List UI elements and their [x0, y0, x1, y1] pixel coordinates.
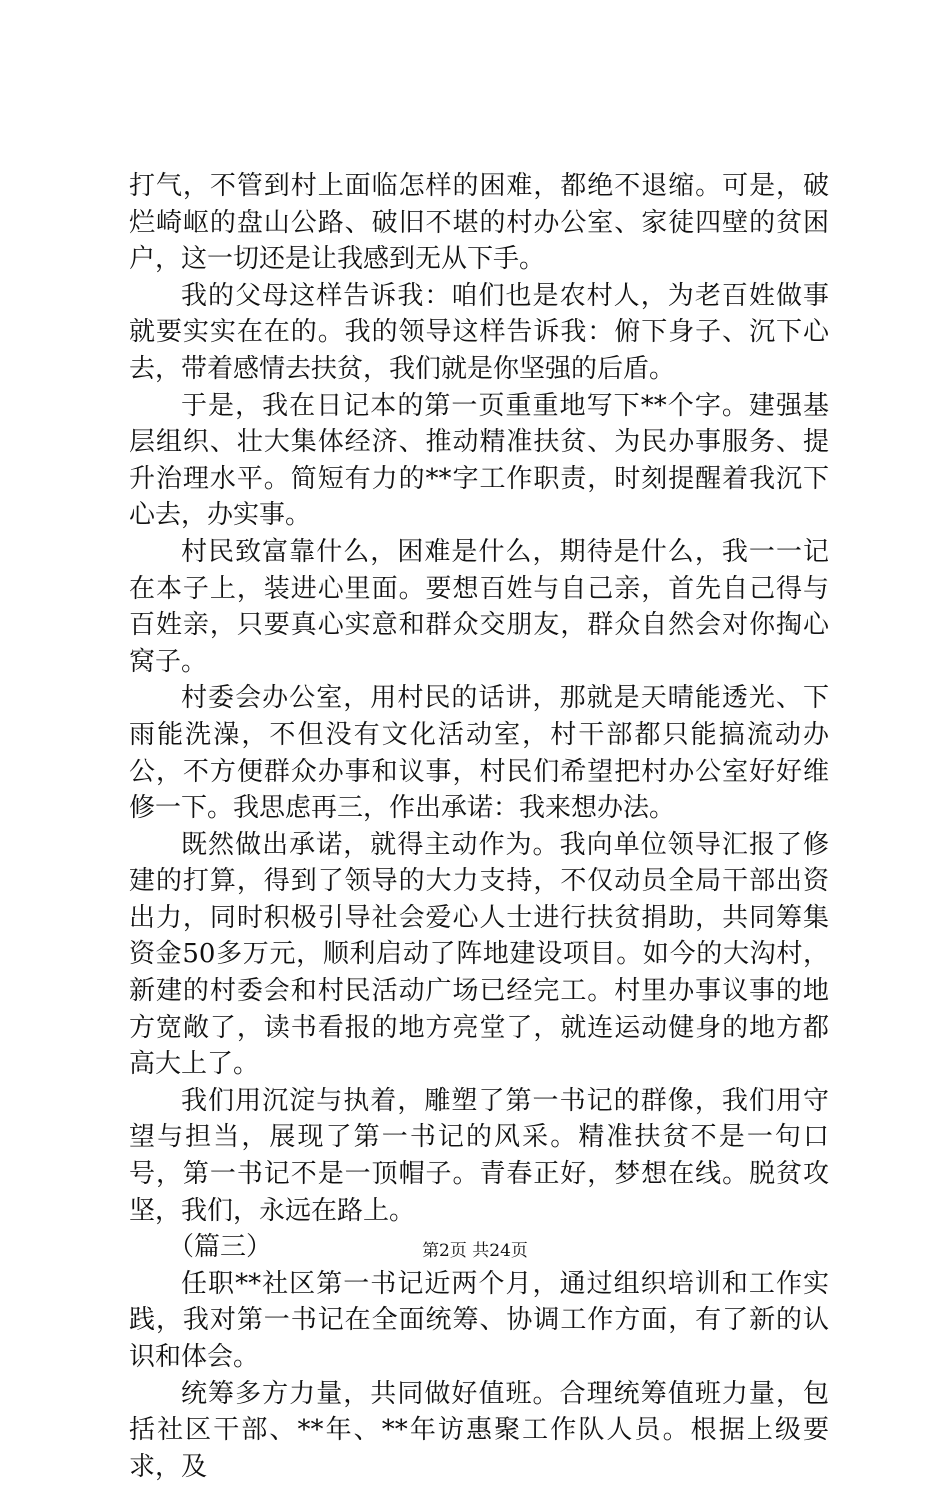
page-number: 第2页 共24页 — [422, 1241, 528, 1261]
document-body — [129, 168, 829, 1485]
paragraph: 我们用沉淀与执着，雕塑了第一书记的群像，我们用守望与担当，展现了第一书记的风采。精准扶贫不是一句口号，第一书记不是一顶帽子。青春正好，梦想在线。脱贫攻坚，我们，永远在路上。 — [129, 1085, 829, 1226]
paragraph: 于是，我在日记本的第一页重重地写下**个字。建强基层组织、壮大集体经济、推动精准扶贫、为民办事服务、提升治理水平。简短有力的**字工作职责，时刻提醒着我沉下心去，办实事。 — [129, 390, 829, 531]
paragraph-continuation: 打气，不管到村上面临怎样的困难，都绝不退缩。可是，破烂崎岖的盘山公路、破旧不堪的村办公室、家徒四壁的贫困户，这一切还是让我感到无从下手。 — [129, 171, 829, 275]
paragraph: 任职**社区第一书记近两个月，通过组织培训和工作实践，我对第一书记在全面统筹、协调工作方面，有了新的认识和体会。 — [129, 1268, 829, 1372]
paragraph: 村民致富靠什么，困难是什么，期待是什么，我一一记在本子上，装进心里面。要想百姓与自己亲，首先自己得与百姓亲，只要真心实意和群众交朋友，群众自然会对你掏心窝子。 — [129, 536, 829, 677]
page-footer — [0, 1240, 950, 1262]
paragraph: 既然做出承诺，就得主动作为。我向单位领导汇报了修建的打算，得到了领导的大力支持，不仅动员全局干部出资出力，同时积极引导社会爱心人士进行扶贫捐助，共同筹集资金50多万元，顺利启动了阵地建设项目。如今的大沟村，新建的村委会和村民活动广场已经完工。村里办事议事的地方宽敞了，读书看报的地方亮堂了，就连运动健身的地方都高大上了。 — [129, 829, 829, 1080]
paragraph: 统筹多方力量，共同做好值班。合理统筹值班力量，包括社区干部、**年、**年访惠聚工作队人员。根据上级要求，及 — [129, 1378, 829, 1482]
section-heading: （篇三） — [168, 1232, 273, 1263]
paragraph: 我的父母这样告诉我：咱们也是农村人，为老百姓做事就要实实在在的。我的领导这样告诉我：俯下身子、沉下心去，带着感情去扶贫，我们就是你坚强的后盾。 — [129, 280, 829, 384]
paragraph: 村委会办公室，用村民的话讲，那就是天晴能透光、下雨能洗澡，不但没有文化活动室，村干部都只能搞流动办公，不方便群众办事和议事，村民们希望把村办公室好好维修一下。我思虑再三，作出承诺：我来想办法。 — [129, 683, 829, 824]
